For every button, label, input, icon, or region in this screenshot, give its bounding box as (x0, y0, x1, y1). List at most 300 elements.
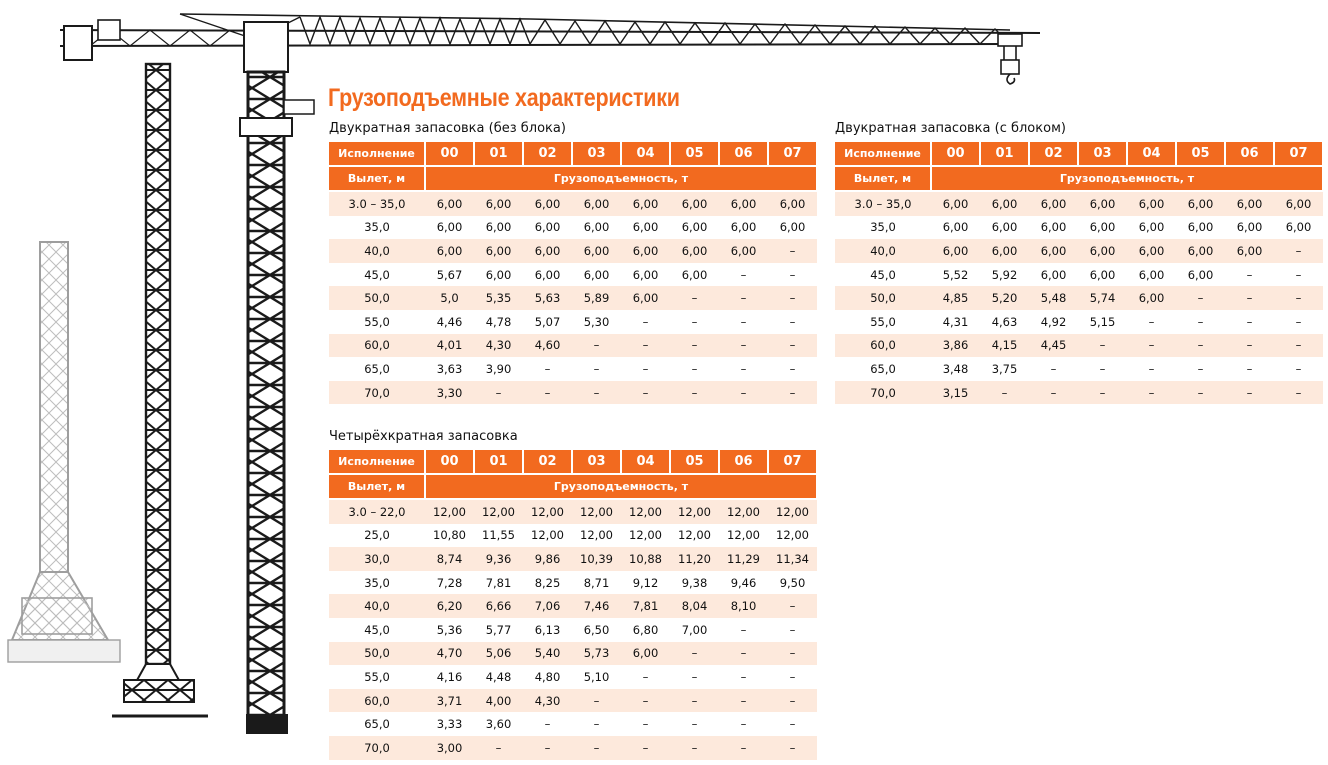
capacity-cell: – (1274, 310, 1323, 334)
capacity-cell: 6,00 (621, 263, 670, 287)
capacity-cell: 11,20 (670, 547, 719, 571)
capacity-cell: 5,06 (474, 642, 523, 666)
capacity-cell: 6,00 (931, 239, 980, 263)
capacity-cell: 6,00 (1176, 239, 1225, 263)
capacity-cell: – (1127, 310, 1176, 334)
table-row (329, 191, 817, 216)
capacity-cell: – (1274, 334, 1323, 358)
reach-cell: 40,0 (329, 239, 425, 263)
table-caption-double-with-block: Двукратная запасовка (с блоком) (835, 121, 1066, 136)
table-row (329, 286, 817, 310)
capacity-cell: 6,00 (1225, 191, 1274, 216)
capacity-cell: – (523, 357, 572, 381)
capacity-cell: – (1225, 286, 1274, 310)
reach-cell: 50,0 (329, 286, 425, 310)
capacity-cell: – (621, 357, 670, 381)
capacity-cell: 6,00 (523, 191, 572, 216)
capacity-cell: 6,00 (931, 216, 980, 240)
capacity-cell: 4,15 (980, 334, 1029, 358)
capacity-cell: 6,00 (621, 239, 670, 263)
capacity-cell: 6,00 (621, 191, 670, 216)
capacity-cell: 4,00 (474, 689, 523, 713)
capacity-cell: 6,00 (1029, 239, 1078, 263)
table-row (835, 286, 1323, 310)
capacity-cell: – (670, 642, 719, 666)
capacity-cell: – (1225, 381, 1274, 405)
capacity-cell: – (768, 689, 817, 713)
table-caption-quadruple: Четырёхкратная запасовка (329, 429, 518, 444)
table-row (329, 736, 817, 760)
capacity-cell: – (1078, 381, 1127, 405)
capacity-cell: – (980, 381, 1029, 405)
capacity-cell: 6,00 (1127, 239, 1176, 263)
capacity-cell: 4,30 (474, 334, 523, 358)
capacity-cell: 6,00 (474, 263, 523, 287)
capacity-cell: – (719, 689, 768, 713)
capacity-cell: – (768, 642, 817, 666)
variant-header: Исполнение (329, 142, 425, 166)
capacity-cell: 9,38 (670, 571, 719, 595)
capacity-cell: 7,81 (474, 571, 523, 595)
capacity-cell: – (1176, 357, 1225, 381)
reach-cell: 35,0 (329, 216, 425, 240)
variant-header: Исполнение (835, 142, 931, 166)
variant-code: 02 (1029, 142, 1078, 166)
table-row (835, 239, 1323, 263)
capacity-cell: 6,00 (719, 191, 768, 216)
capacity-cell: – (1225, 357, 1274, 381)
trolley-hook (998, 34, 1022, 84)
variant-code: 07 (768, 142, 817, 166)
capacity-cell: 6,00 (1274, 216, 1323, 240)
table-row (329, 547, 817, 571)
capacity-cell: 6,20 (425, 594, 474, 618)
capacity-cell: – (621, 381, 670, 405)
capacity-cell: – (572, 357, 621, 381)
variant-header: Исполнение (329, 450, 425, 474)
capacity-cell: 6,00 (523, 216, 572, 240)
capacity-cell: 6,00 (768, 216, 817, 240)
capacity-cell: – (572, 712, 621, 736)
capacity-cell: 6,00 (1078, 216, 1127, 240)
capacity-cell: 12,00 (523, 524, 572, 548)
capacity-cell: 9,12 (621, 571, 670, 595)
capacity-cell: – (1274, 263, 1323, 287)
capacity-cell: – (768, 334, 817, 358)
capacity-cell: 10,80 (425, 524, 474, 548)
variant-code: 05 (670, 142, 719, 166)
capacity-cell: – (1078, 357, 1127, 381)
capacity-cell: – (768, 618, 817, 642)
reach-cell: 65,0 (329, 357, 425, 381)
reach-cell: 30,0 (329, 547, 425, 571)
capacity-cell: – (670, 310, 719, 334)
capacity-cell: – (1274, 239, 1323, 263)
capacity-cell: 3,00 (425, 736, 474, 760)
capacity-cell: – (670, 665, 719, 689)
capacity-cell: 3,63 (425, 357, 474, 381)
capacity-cell: 6,00 (1176, 263, 1225, 287)
capacity-cell: – (621, 712, 670, 736)
table-row (329, 571, 817, 595)
variant-code: 07 (1274, 142, 1323, 166)
capacity-cell: 6,00 (719, 239, 768, 263)
capacity-cell: – (670, 357, 719, 381)
capacity-cell: 4,60 (523, 334, 572, 358)
capacity-cell: 6,00 (523, 263, 572, 287)
capacity-cell: 12,00 (719, 499, 768, 524)
capacity-cell: 6,00 (1029, 263, 1078, 287)
capacity-cell: – (474, 381, 523, 405)
capacity-cell: 12,00 (768, 524, 817, 548)
capacity-cell: 5,07 (523, 310, 572, 334)
capacity-cell: 3,33 (425, 712, 474, 736)
capacity-cell: 6,00 (670, 263, 719, 287)
capacity-cell: 6,00 (425, 216, 474, 240)
capacity-cell: 3,86 (931, 334, 980, 358)
table-row (329, 216, 817, 240)
table-row (329, 381, 817, 405)
capacity-cell: – (1225, 310, 1274, 334)
reach-header: Вылет, м (329, 474, 425, 499)
reach-cell: 70,0 (329, 381, 425, 405)
capacity-table-quadruple (329, 450, 818, 760)
variant-code: 01 (980, 142, 1029, 166)
capacity-cell: 5,63 (523, 286, 572, 310)
capacity-cell: – (621, 310, 670, 334)
capacity-cell: 7,28 (425, 571, 474, 595)
capacity-cell: – (768, 665, 817, 689)
capacity-cell: – (621, 736, 670, 760)
capacity-cell: 6,00 (1127, 216, 1176, 240)
capacity-cell: 6,00 (1127, 191, 1176, 216)
capacity-cell: 11,29 (719, 547, 768, 571)
capacity-cell: 4,80 (523, 665, 572, 689)
capacity-cell: 10,39 (572, 547, 621, 571)
capacity-cell: 6,00 (670, 216, 719, 240)
table-row (329, 334, 817, 358)
capacity-cell: 4,01 (425, 334, 474, 358)
capacity-cell: – (1127, 357, 1176, 381)
capacity-cell: 7,46 (572, 594, 621, 618)
capacity-cell: 5,74 (1078, 286, 1127, 310)
capacity-cell: – (670, 736, 719, 760)
capacity-cell: 12,00 (621, 499, 670, 524)
capacity-header: Грузоподъемность, т (425, 474, 817, 499)
table-row (329, 689, 817, 713)
capacity-cell: – (768, 381, 817, 405)
variant-code: 02 (523, 450, 572, 474)
capacity-cell: 9,46 (719, 571, 768, 595)
reach-cell: 3.0 – 22,0 (329, 499, 425, 524)
capacity-cell: 3,15 (931, 381, 980, 405)
capacity-cell: – (572, 381, 621, 405)
capacity-cell: 11,34 (768, 547, 817, 571)
capacity-cell: 4,92 (1029, 310, 1078, 334)
reach-cell: 3.0 – 35,0 (835, 191, 931, 216)
reach-cell: 70,0 (835, 381, 931, 405)
capacity-cell: 4,78 (474, 310, 523, 334)
capacity-cell: 6,00 (719, 216, 768, 240)
capacity-cell: 5,20 (980, 286, 1029, 310)
capacity-cell: – (768, 357, 817, 381)
capacity-cell: – (719, 310, 768, 334)
capacity-cell: 5,52 (931, 263, 980, 287)
capacity-cell: – (670, 381, 719, 405)
capacity-cell: 12,00 (572, 524, 621, 548)
capacity-cell: – (768, 736, 817, 760)
capacity-cell: – (523, 381, 572, 405)
capacity-cell: 6,00 (1029, 216, 1078, 240)
capacity-cell: 7,81 (621, 594, 670, 618)
capacity-cell: 5,35 (474, 286, 523, 310)
reach-cell: 60,0 (329, 689, 425, 713)
capacity-cell: – (1225, 263, 1274, 287)
capacity-cell: – (719, 286, 768, 310)
capacity-cell: 4,30 (523, 689, 572, 713)
capacity-cell: – (1127, 334, 1176, 358)
capacity-cell: 5,30 (572, 310, 621, 334)
reach-cell: 40,0 (329, 594, 425, 618)
capacity-cell: – (719, 665, 768, 689)
table-row (329, 239, 817, 263)
capacity-cell: 3,71 (425, 689, 474, 713)
capacity-cell: 6,00 (1176, 191, 1225, 216)
table-row (835, 357, 1323, 381)
capacity-cell: 12,00 (474, 499, 523, 524)
table-row (329, 310, 817, 334)
variant-code: 01 (474, 450, 523, 474)
capacity-cell: 4,31 (931, 310, 980, 334)
capacity-cell: 6,00 (670, 191, 719, 216)
capacity-cell: – (1078, 334, 1127, 358)
capacity-cell: 6,00 (768, 191, 817, 216)
capacity-cell: 9,86 (523, 547, 572, 571)
capacity-cell: 6,00 (980, 191, 1029, 216)
table-row (329, 665, 817, 689)
capacity-cell: 6,00 (523, 239, 572, 263)
table-row (329, 594, 817, 618)
capacity-cell: – (670, 689, 719, 713)
table-row (835, 381, 1323, 405)
capacity-cell: – (1127, 381, 1176, 405)
capacity-cell: – (1274, 286, 1323, 310)
variant-code: 06 (1225, 142, 1274, 166)
capacity-cell: – (572, 736, 621, 760)
capacity-cell: 3,48 (931, 357, 980, 381)
capacity-cell: – (1274, 381, 1323, 405)
variant-code: 07 (768, 450, 817, 474)
capacity-cell: 4,16 (425, 665, 474, 689)
capacity-cell: 5,67 (425, 263, 474, 287)
capacity-cell: 6,00 (1127, 263, 1176, 287)
capacity-cell: 8,71 (572, 571, 621, 595)
reach-cell: 50,0 (835, 286, 931, 310)
capacity-cell: – (719, 381, 768, 405)
variant-code: 02 (523, 142, 572, 166)
reach-cell: 55,0 (835, 310, 931, 334)
capacity-cell: 6,00 (572, 191, 621, 216)
variant-code: 00 (425, 450, 474, 474)
variant-code: 05 (670, 450, 719, 474)
variant-code: 05 (1176, 142, 1225, 166)
capacity-cell: – (719, 736, 768, 760)
capacity-cell: – (1274, 357, 1323, 381)
capacity-cell: 12,00 (425, 499, 474, 524)
capacity-cell: – (572, 334, 621, 358)
capacity-cell: – (719, 618, 768, 642)
capacity-cell: 6,00 (572, 263, 621, 287)
capacity-cell: – (1176, 286, 1225, 310)
main-mast (248, 72, 284, 722)
capacity-cell: 6,50 (572, 618, 621, 642)
table-row (835, 334, 1323, 358)
variant-code: 04 (621, 450, 670, 474)
capacity-cell: 6,00 (572, 216, 621, 240)
capacity-cell: – (719, 263, 768, 287)
reach-cell: 25,0 (329, 524, 425, 548)
table-row (329, 712, 817, 736)
reach-header: Вылет, м (835, 166, 931, 191)
capacity-cell: 6,80 (621, 618, 670, 642)
capacity-cell: – (768, 286, 817, 310)
reach-cell: 50,0 (329, 642, 425, 666)
capacity-cell: 6,00 (1274, 191, 1323, 216)
capacity-cell: – (1029, 357, 1078, 381)
capacity-table-double-with-block (835, 142, 1324, 404)
capacity-cell: – (719, 357, 768, 381)
capacity-cell: 3,90 (474, 357, 523, 381)
capacity-cell: – (1029, 381, 1078, 405)
variant-code: 03 (572, 142, 621, 166)
reach-cell: 45,0 (329, 263, 425, 287)
capacity-cell: 6,13 (523, 618, 572, 642)
reach-cell: 45,0 (835, 263, 931, 287)
table-row (835, 216, 1323, 240)
capacity-cell: 5,15 (1078, 310, 1127, 334)
capacity-cell: 10,88 (621, 547, 670, 571)
capacity-cell: 6,00 (474, 239, 523, 263)
variant-code: 04 (1127, 142, 1176, 166)
capacity-cell: 6,00 (474, 191, 523, 216)
reach-cell: 3.0 – 35,0 (329, 191, 425, 216)
capacity-cell: 12,00 (670, 499, 719, 524)
reach-cell: 55,0 (329, 310, 425, 334)
capacity-cell: 5,92 (980, 263, 1029, 287)
capacity-cell: 8,04 (670, 594, 719, 618)
table-row (329, 357, 817, 381)
capacity-cell: 7,06 (523, 594, 572, 618)
capacity-cell: – (768, 310, 817, 334)
capacity-cell: 6,00 (1078, 263, 1127, 287)
reach-cell: 60,0 (835, 334, 931, 358)
table-row (835, 310, 1323, 334)
capacity-cell: 6,00 (980, 216, 1029, 240)
capacity-cell: 5,77 (474, 618, 523, 642)
capacity-cell: 5,0 (425, 286, 474, 310)
capacity-cell: 9,50 (768, 571, 817, 595)
jib (60, 14, 1040, 46)
capacity-cell: – (1176, 310, 1225, 334)
capacity-cell: – (670, 334, 719, 358)
table-row (329, 618, 817, 642)
capacity-cell: 6,00 (1078, 239, 1127, 263)
capacity-cell: – (621, 689, 670, 713)
reach-cell: 65,0 (329, 712, 425, 736)
table-row (835, 263, 1323, 287)
auxiliary-mast (40, 242, 68, 572)
variant-code: 00 (931, 142, 980, 166)
reach-cell: 70,0 (329, 736, 425, 760)
reach-cell: 55,0 (329, 665, 425, 689)
variant-code: 03 (572, 450, 621, 474)
capacity-cell: 6,00 (1225, 239, 1274, 263)
capacity-cell: 12,00 (523, 499, 572, 524)
capacity-cell: 12,00 (621, 524, 670, 548)
capacity-cell: 12,00 (670, 524, 719, 548)
capacity-cell: 8,10 (719, 594, 768, 618)
capacity-cell: 5,89 (572, 286, 621, 310)
capacity-cell: 6,00 (425, 191, 474, 216)
capacity-cell: 4,48 (474, 665, 523, 689)
reach-cell: 40,0 (835, 239, 931, 263)
capacity-cell: 6,00 (1176, 216, 1225, 240)
capacity-cell: 6,00 (931, 191, 980, 216)
page-title: Грузоподъемные характеристики (328, 84, 680, 112)
capacity-cell: – (768, 712, 817, 736)
capacity-cell: – (768, 263, 817, 287)
table-row (329, 263, 817, 287)
capacity-cell: 12,00 (768, 499, 817, 524)
table-caption-double-no-block: Двукратная запасовка (без блока) (329, 121, 566, 136)
capacity-cell: – (621, 665, 670, 689)
reach-cell: 35,0 (835, 216, 931, 240)
variant-code: 04 (621, 142, 670, 166)
capacity-cell: 8,25 (523, 571, 572, 595)
capacity-cell: – (768, 239, 817, 263)
capacity-cell: 6,66 (474, 594, 523, 618)
table-row (835, 191, 1323, 216)
capacity-cell: – (621, 334, 670, 358)
capacity-cell: 3,75 (980, 357, 1029, 381)
variant-code: 00 (425, 142, 474, 166)
capacity-table-double-no-block (329, 142, 818, 404)
capacity-header: Грузоподъемность, т (931, 166, 1323, 191)
capacity-cell: 6,00 (572, 239, 621, 263)
capacity-cell: – (1176, 381, 1225, 405)
capacity-cell: 6,00 (1078, 191, 1127, 216)
capacity-cell: 6,00 (621, 216, 670, 240)
capacity-cell: – (572, 689, 621, 713)
reach-cell: 35,0 (329, 571, 425, 595)
variant-code: 06 (719, 450, 768, 474)
capacity-cell: 6,00 (1127, 286, 1176, 310)
capacity-cell: – (1176, 334, 1225, 358)
capacity-cell: – (670, 712, 719, 736)
capacity-header: Грузоподъемность, т (425, 166, 817, 191)
capacity-cell: – (474, 736, 523, 760)
variant-code: 01 (474, 142, 523, 166)
capacity-cell: 6,00 (980, 239, 1029, 263)
table-row (329, 524, 817, 548)
capacity-cell: 12,00 (719, 524, 768, 548)
capacity-cell: – (768, 594, 817, 618)
capacity-cell: 6,00 (621, 642, 670, 666)
variant-code: 06 (719, 142, 768, 166)
capacity-cell: 7,00 (670, 618, 719, 642)
reach-header: Вылет, м (329, 166, 425, 191)
capacity-cell: 4,70 (425, 642, 474, 666)
